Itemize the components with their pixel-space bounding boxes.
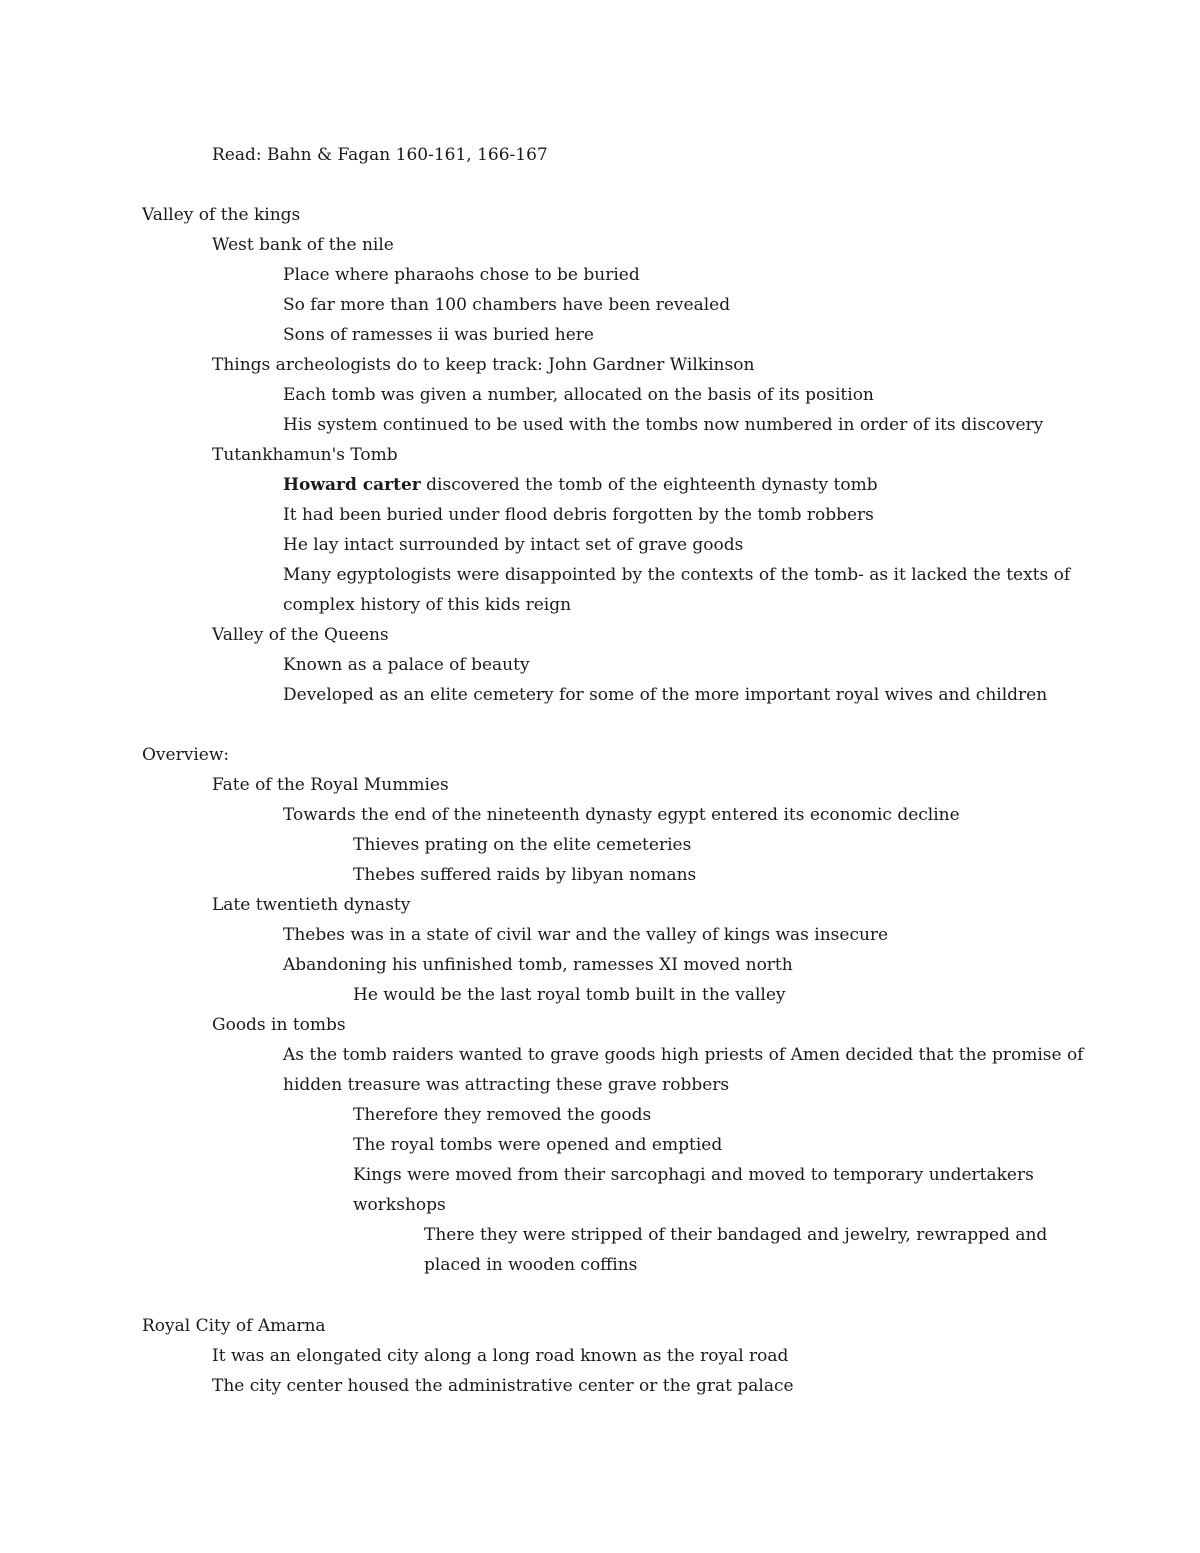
item-text: Abandoning his unfinished tomb, ramesses XI moved north <box>283 955 793 975</box>
item-text: Valley of the Queens <box>212 625 389 645</box>
item-text: Towards the end of the nineteenth dynasty egypt entered its economic decline <box>283 805 960 825</box>
item-text: West bank of the nile <box>212 235 394 255</box>
item-text: Developed as an elite cemetery for some of the more important royal wives and children <box>283 685 1048 705</box>
item-text: So far more than 100 chambers have been revealed <box>283 295 731 315</box>
item-text: Sons of ramesses ii was buried here <box>283 325 594 345</box>
item-text: Royal City of Amarna <box>142 1316 326 1336</box>
item-text: Many egyptologists were disappointed by the contexts of the tomb- as it lacked the texts of <box>283 565 1071 585</box>
item-text: Known as a palace of beauty <box>283 655 530 675</box>
item-text: It was an elongated city along a long road known as the royal road <box>212 1346 789 1366</box>
item-text: The royal tombs were opened and emptied <box>353 1135 723 1155</box>
item-text: Each tomb was given a number, allocated on the basis of its position <box>283 385 874 405</box>
item-text: Kings were moved from their sarcophagi and moved to temporary undertakers <box>353 1165 1034 1185</box>
item-text: The city center housed the administrative center or the grat palace <box>212 1376 794 1396</box>
item-text: It had been buried under flood debris forgotten by the tomb robbers <box>283 505 874 525</box>
item-text: Thebes suffered raids by libyan nomans <box>353 865 697 885</box>
item-text: There they were stripped of their bandaged and jewelry, rewrapped and <box>424 1225 1048 1245</box>
item-text: Goods in tombs <box>212 1015 346 1035</box>
item-text: Thieves prating on the elite cemeteries <box>353 835 692 855</box>
item-text: complex history of this kids reign <box>283 595 572 615</box>
item-text: Tutankhamun's Tomb <box>212 445 398 465</box>
item-text: Things archeologists do to keep track: John Gardner Wilkinson <box>212 355 755 375</box>
item-text: Read: Bahn & Fagan 160-161, 166-167 <box>212 145 548 165</box>
item-text: He would be the last royal tomb built in the valley <box>353 985 786 1005</box>
item-text: Overview: <box>142 745 230 765</box>
item-text: placed in wooden coffins <box>424 1255 638 1275</box>
item-text: Therefore they removed the goods <box>353 1105 652 1125</box>
item-text: Place where pharaohs chose to be buried <box>283 265 640 285</box>
item-text <box>283 470 878 500</box>
item-text-rest: discovered the tomb of the eighteenth dynasty tomb <box>420 475 878 495</box>
item-text: His system continued to be used with the tombs now numbered in order of its discovery <box>283 415 1044 435</box>
bold-name: Howard carter <box>283 475 421 495</box>
item-text: Late twentieth dynasty <box>212 895 411 915</box>
item-text: workshops <box>353 1195 446 1215</box>
item-text: He lay intact surrounded by intact set of grave goods <box>283 535 744 555</box>
item-text: Valley of the kings <box>142 205 301 225</box>
item-text: hidden treasure was attracting these grave robbers <box>283 1075 730 1095</box>
item-text: As the tomb raiders wanted to grave goods high priests of Amen decided that the promise of <box>283 1045 1084 1065</box>
item-text: Fate of the Royal Mummies <box>212 775 449 795</box>
item-text: Thebes was in a state of civil war and the valley of kings was insecure <box>283 925 889 945</box>
